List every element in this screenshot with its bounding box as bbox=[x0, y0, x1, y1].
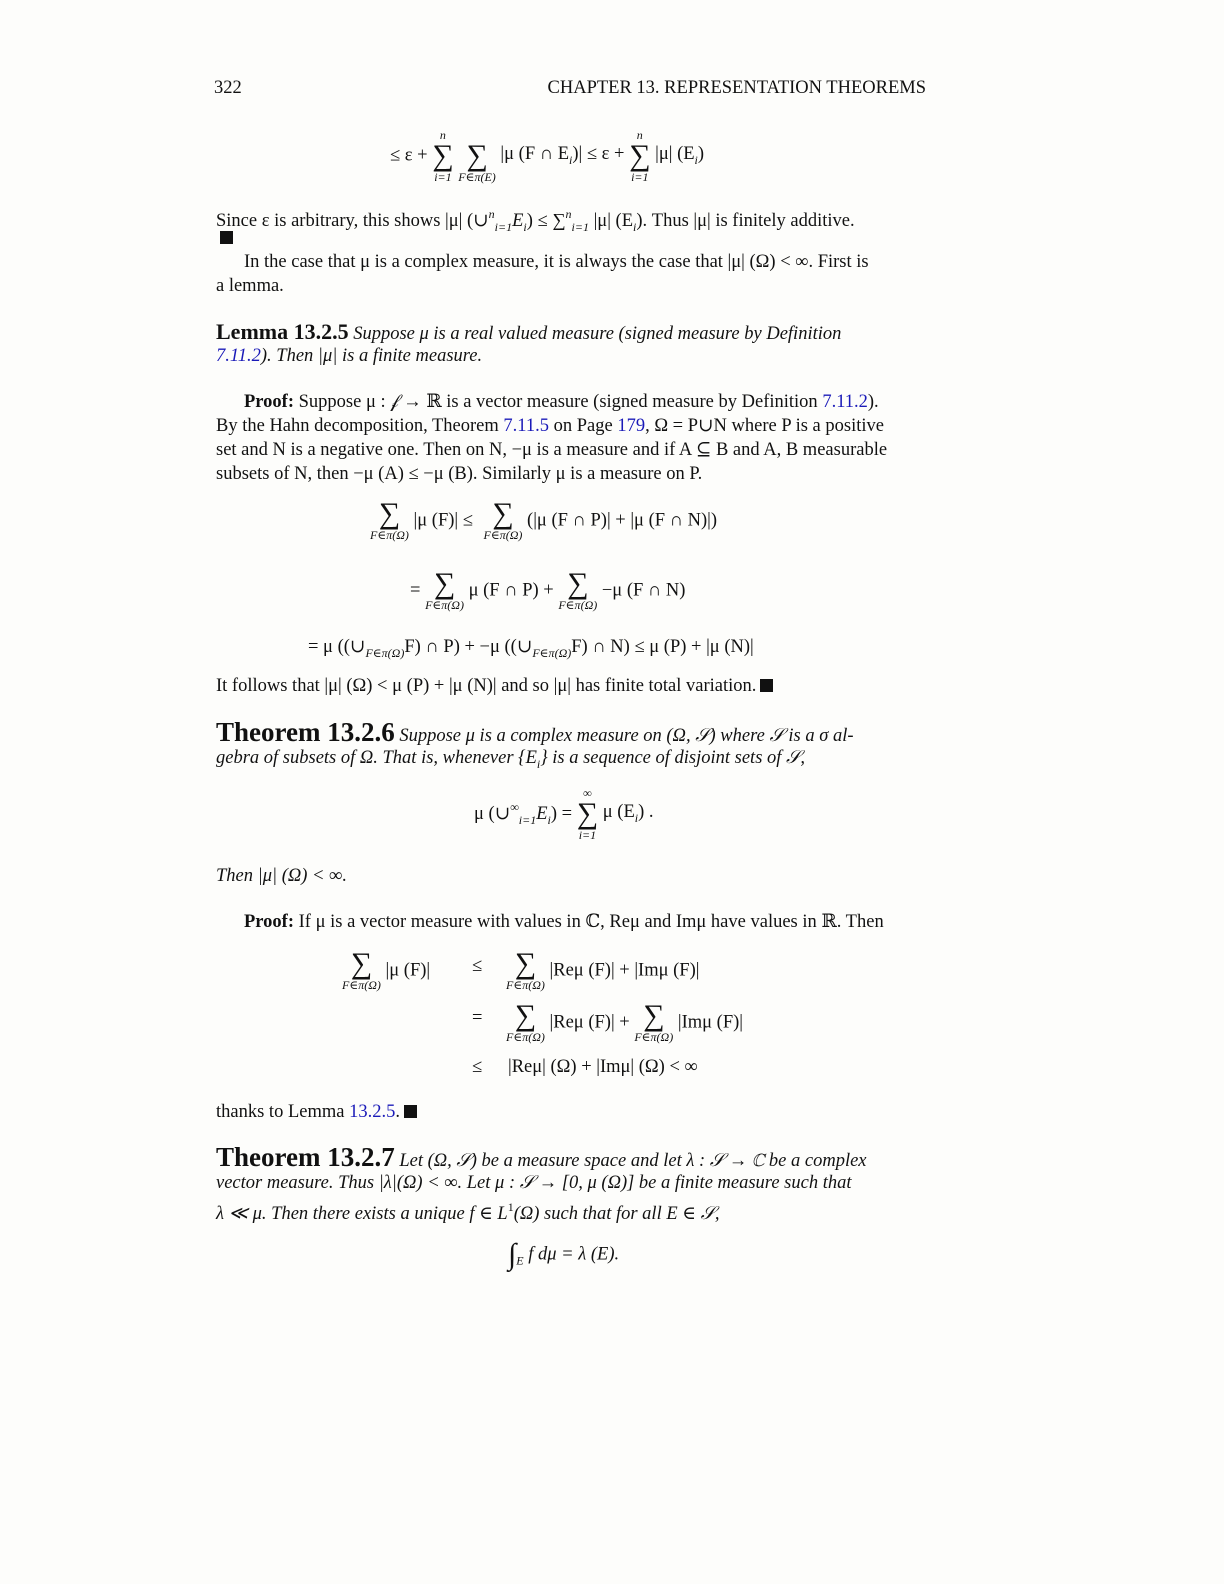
paragraph-finitely-additive: Since ε is arbitrary, this shows |μ| $(\cup^n_{i=1}E_i) \le \sum^n_{i=1}$ |μ| $(E_i)$. Thus |μ| is finitely additive. bbox=[216, 207, 855, 234]
paragraph-complex-measure-cont: a lemma. bbox=[216, 276, 284, 296]
qed-square-icon bbox=[760, 679, 773, 692]
equation-radon-nikodym: $\int_E$ f dμ = λ (E). bbox=[508, 1238, 620, 1271]
lemma-13-2-5: Lemma 13.2.5 Suppose μ is a real valued measure (signed measure by Definition bbox=[216, 319, 842, 344]
sum-symbol: n ∑ i=1 bbox=[629, 128, 651, 184]
thanks-line: thanks to Lemma 13.2.5. bbox=[216, 1100, 936, 1124]
page-number: 322 bbox=[214, 78, 242, 98]
sum-symbol: ∑ F∈π(E) bbox=[458, 139, 496, 184]
eq1-right: |μ| (E bbox=[655, 144, 695, 164]
equation-sum-bound-row1: ∑ F∈π(Ω) |μ (F)| ≤ ∑ F∈π(Ω) (|μ (F ∩ P)| + |μ (F ∩ N)|) bbox=[370, 497, 718, 542]
link-theorem-7-11-5[interactable]: 7.11.5 bbox=[503, 416, 549, 436]
qed-square-icon bbox=[404, 1105, 417, 1118]
link-lemma-13-2-5[interactable]: 13.2.5 bbox=[349, 1102, 396, 1122]
integral-sign: ∫ bbox=[508, 1238, 517, 1271]
theorem-13-2-6: Theorem 13.2.6 Suppose μ is a complex measure on (Ω, 𝒮) where 𝒮 is a σ al- bbox=[216, 717, 854, 747]
proof-line: set and N is a negative one. Then on N, −μ is a measure and if A ⊆ B and A, B measurable bbox=[216, 440, 888, 460]
equation-sum-bound-row3: = μ ($(\cup_{F\in\pi(\Omega)}F)$ ∩ P) + −μ ($(\cup_{F\in\pi(\Omega)}F)$ ∩ N) ≤ μ (P) + |μ (N)| bbox=[308, 637, 754, 660]
equation-finite-additivity: ≤ ε + n ∑ i=1 ∑ F∈π(E) |μ (F ∩ $E_i)| \le \varepsilon$ + n ∑ i=1 |μ| $(E_i)$ bbox=[390, 128, 705, 184]
link-definition-7-11-2[interactable]: 7.11.2 bbox=[822, 392, 868, 412]
lemma-title: Lemma 13.2.5 bbox=[216, 319, 349, 344]
theorem-line: vector measure. Thus |λ|(Ω) < ∞. Let μ : 𝒮 → [0, μ (Ω)] be a finite measure such that bbox=[216, 1173, 852, 1193]
proof-line: subsets of N, then −μ (A) ≤ −μ (B). Similarly μ is a measure on P. bbox=[216, 464, 703, 484]
eq1-left: ≤ ε + bbox=[390, 145, 428, 166]
link-definition-7-11-2[interactable]: 7.11.2 bbox=[216, 346, 261, 366]
proof-lemma: Proof: Suppose μ : 𝒻 → ℝ is a vector measure (signed measure by Definition 7.11.2). bbox=[244, 392, 879, 412]
paragraph-complex-measure: In the case that μ is a complex measure, it is always the case that |μ| (Ω) < ∞. First is bbox=[244, 252, 869, 272]
eq1-middle: |μ (F ∩ E bbox=[500, 144, 570, 164]
theorem-13-2-7: Theorem 13.2.7 Let (Ω, 𝒮) be a measure space and let λ : 𝒮 → ℂ be a complex bbox=[216, 1142, 867, 1172]
paragraph-finite-variation: It follows that |μ| (Ω) < μ (P) + |μ (N)| and so |μ| has finite total variation. bbox=[216, 674, 936, 698]
theorem-conclusion: Then |μ| (Ω) < ∞. bbox=[216, 866, 347, 886]
equation-sum-bound-row2: = ∑ F∈π(Ω) μ (F ∩ P) + ∑ F∈π(Ω) −μ (F ∩ N) bbox=[410, 567, 686, 612]
proof-theorem-13-2-6: Proof: If μ is a vector measure with values in ℂ, Reμ and Imμ have values in ℝ. Then bbox=[244, 912, 884, 932]
running-header: CHAPTER 13. REPRESENTATION THEOREMS bbox=[547, 78, 926, 98]
theorem-title: Theorem 13.2.6 bbox=[216, 717, 395, 747]
theorem-title: Theorem 13.2.7 bbox=[216, 1142, 395, 1172]
link-page-179[interactable]: 179 bbox=[617, 416, 646, 436]
sum-symbol: n ∑ i=1 bbox=[432, 128, 454, 184]
qed-square-icon bbox=[220, 231, 233, 244]
theorem-line: λ ≪ μ. Then there exists a unique f ∈ $L^1(\Omega)$ such that for all E ∈ 𝒮, bbox=[216, 1200, 720, 1224]
equation-countable-additivity: μ $(\cup^\infty_{i=1}E_i)$ = ∞ ∑ i=1 μ $(E_i)$ . bbox=[474, 786, 654, 842]
